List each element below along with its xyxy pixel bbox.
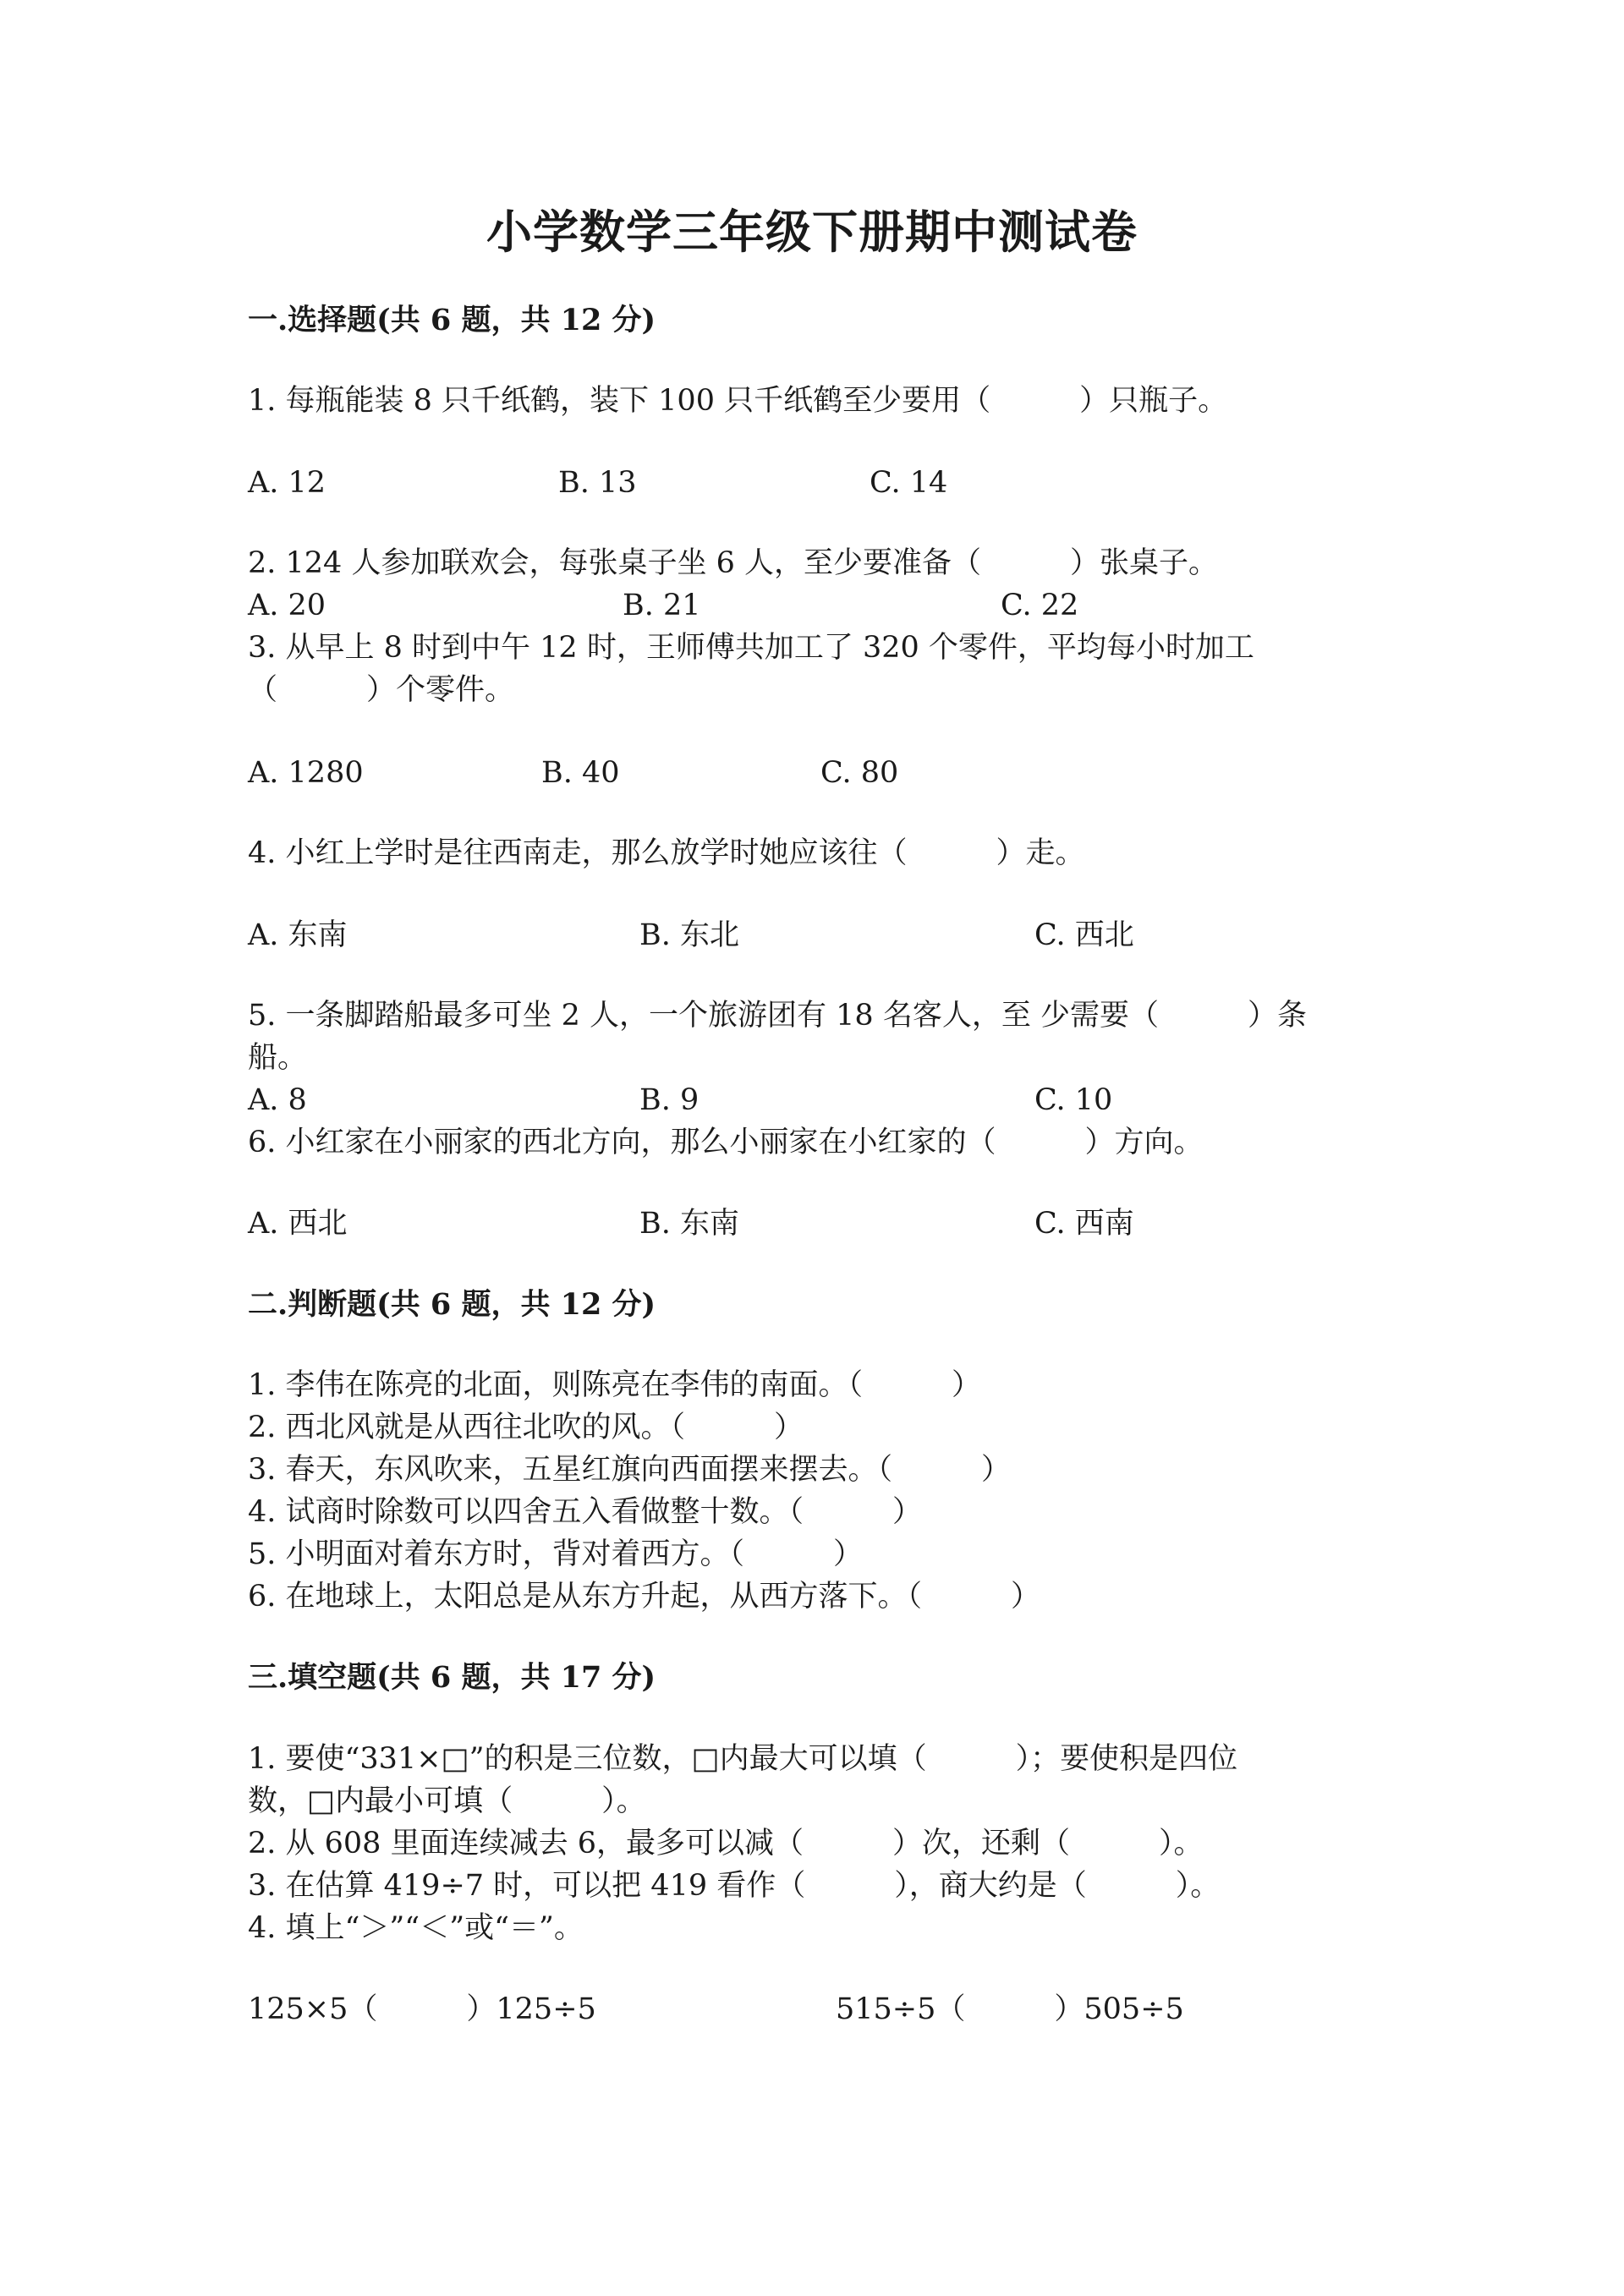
judgement-item: 3. 春天，东风吹来，五星红旗向西面摆来摆去。（ ） bbox=[248, 1453, 1012, 1487]
fill-item: 4. 填上“＞”“＜”或“＝”。 bbox=[248, 1911, 584, 1945]
question-text: 船。 bbox=[248, 1041, 308, 1075]
fill-item: 数，□内最小可填（ ）。 bbox=[248, 1784, 646, 1818]
question-text: 4. 小红上学时是往西南走，那么放学时她应该往（ ）走。 bbox=[248, 836, 1085, 870]
option-b: B. 9 bbox=[639, 1083, 700, 1117]
option-a: A. 20 bbox=[248, 589, 326, 622]
question-text: 5. 一条脚踏船最多可坐 2 人，一个旅游团有 18 名客人，至 少需要（ ）条 bbox=[248, 999, 1307, 1033]
judgement-item: 1. 李伟在陈亮的北面，则陈亮在李伟的南面。（ ） bbox=[248, 1368, 982, 1402]
option-c: C. 10 bbox=[1034, 1083, 1113, 1117]
option-a: A. 12 bbox=[248, 466, 326, 500]
judgement-item: 2. 西北风就是从西往北吹的风。（ ） bbox=[248, 1411, 804, 1444]
option-a: A. 东南 bbox=[248, 918, 348, 952]
option-c: C. 22 bbox=[1001, 589, 1079, 622]
question-text: 6. 小红家在小丽家的西北方向，那么小丽家在小红家的（ ）方向。 bbox=[248, 1126, 1204, 1159]
fill-item: 1. 要使“331×□”的积是三位数，□内最大可以填（ ）；要使积是四位 bbox=[248, 1742, 1238, 1776]
compare-item: 125×5（ ）125÷5 bbox=[248, 1992, 596, 2026]
option-a: A. 8 bbox=[248, 1083, 307, 1117]
question-text: 3. 从早上 8 时到中午 12 时，王师傅共加工了 320 个零件，平均每小时加工 bbox=[248, 631, 1254, 665]
fill-item: 3. 在估算 419÷7 时，可以把 419 看作（ ），商大约是（ ）。 bbox=[248, 1869, 1221, 1903]
section-heading: 三.填空题(共 6 题，共 17 分) bbox=[248, 1660, 656, 1695]
judgement-item: 4. 试商时除数可以四舍五入看做整十数。（ ） bbox=[248, 1495, 923, 1529]
option-a: A. 西北 bbox=[248, 1207, 348, 1241]
compare-item: 515÷5（ ）505÷5 bbox=[836, 1992, 1184, 2026]
question-text: （ ）个零件。 bbox=[248, 673, 515, 707]
option-b: B. 40 bbox=[541, 756, 620, 790]
option-b: B. 21 bbox=[623, 589, 701, 622]
fill-item: 2. 从 608 里面连续减去 6，最多可以减（ ）次，还剩（ ）。 bbox=[248, 1827, 1204, 1860]
page-title: 小学数学三年级下册期中测试卷 bbox=[486, 205, 1138, 259]
option-b: B. 13 bbox=[558, 466, 637, 500]
judgement-item: 6. 在地球上，太阳总是从东方升起，从西方落下。（ ） bbox=[248, 1580, 1041, 1614]
option-a: A. 1280 bbox=[248, 756, 364, 790]
question-text: 1. 每瓶能装 8 只千纸鹤，装下 100 只千纸鹤至少要用（ ）只瓶子。 bbox=[248, 384, 1228, 418]
option-b: B. 东南 bbox=[639, 1207, 739, 1241]
option-b: B. 东北 bbox=[639, 918, 739, 952]
section-heading: 二.判断题(共 6 题，共 12 分) bbox=[248, 1287, 656, 1322]
option-c: C. 80 bbox=[820, 756, 899, 790]
option-c: C. 西北 bbox=[1034, 918, 1134, 952]
option-c: C. 西南 bbox=[1034, 1207, 1134, 1241]
judgement-item: 5. 小明面对着东方时，背对着西方。（ ） bbox=[248, 1537, 864, 1571]
section-heading: 一.选择题(共 6 题，共 12 分) bbox=[248, 303, 656, 337]
question-text: 2. 124 人参加联欢会，每张桌子坐 6 人，至少要准备（ ）张桌子。 bbox=[248, 546, 1218, 580]
option-c: C. 14 bbox=[870, 466, 948, 500]
